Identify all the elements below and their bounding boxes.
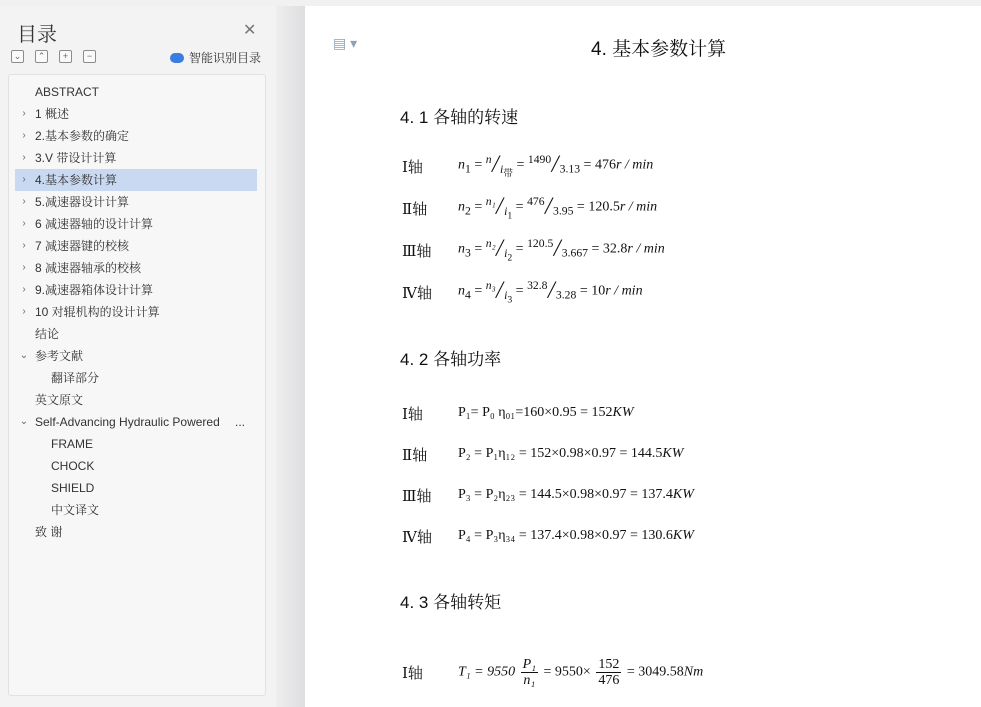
chevron-right-icon[interactable]: › [22, 196, 26, 207]
toc-item[interactable] [15, 345, 257, 367]
toc-item[interactable] [15, 279, 257, 301]
toc-item-label: 结论 [35, 327, 60, 341]
chevron-right-icon[interactable]: › [22, 218, 26, 229]
toc-item-label: Self-Advancing Hydraulic Powered [35, 415, 220, 429]
toc-item[interactable] [15, 213, 257, 235]
chevron-right-icon[interactable]: › [22, 108, 26, 119]
toc-item[interactable] [15, 191, 257, 213]
toc-item-ellipsis: ... [235, 415, 246, 429]
formula-row-power [402, 439, 683, 469]
toc-item[interactable] [15, 235, 257, 257]
chevron-right-icon[interactable]: › [22, 284, 26, 295]
cloud-ai-icon [170, 53, 184, 63]
formula: P₂ = P₁η₁₂ = 152×0.98×0.97 = 144.5KW [458, 446, 684, 461]
toc-sidebar [0, 6, 276, 707]
toc-item-label: 中文译文 [51, 503, 100, 517]
formula: P₁= P₀ η₀₁=160×0.95 = 152KW [458, 405, 634, 420]
smart-recognize-button[interactable] [170, 49, 261, 66]
formula-row-speed [402, 235, 665, 265]
toc-item-label: 英文原文 [35, 393, 84, 407]
chevron-down-icon[interactable]: ⌄ [19, 350, 29, 361]
axis-label: Ⅳ轴 [402, 285, 432, 302]
toc-item[interactable] [15, 103, 257, 125]
axis-label: Ⅲ轴 [402, 243, 432, 260]
axis-label: Ⅰ轴 [402, 159, 423, 176]
toc-item[interactable] [15, 411, 257, 433]
toc-item-label: SHIELD [51, 481, 95, 495]
toc-item[interactable] [15, 433, 257, 455]
formula-row-power [402, 480, 694, 510]
chevron-right-icon[interactable]: › [22, 152, 26, 163]
toc-item[interactable] [15, 125, 257, 147]
toc-item-label: 4.基本参数计算 [35, 173, 118, 187]
toc-item-label: 7 减速器键的校核 [35, 239, 130, 253]
toc-item[interactable] [15, 323, 257, 345]
section-heading: 4. 1 各轴的转速 [400, 108, 519, 127]
close-icon[interactable]: ✕ [243, 22, 257, 39]
axis-label: Ⅳ轴 [402, 529, 432, 546]
chevron-down-icon[interactable]: ⌄ [19, 416, 29, 427]
formula-row-power [402, 521, 694, 551]
axis-label: Ⅰ轴 [402, 406, 423, 423]
toc-item-label: 3.V 带设计计算 [35, 151, 117, 165]
toc-item-label: 5.减速器设计计算 [35, 195, 130, 209]
chevron-right-icon[interactable]: › [22, 174, 26, 185]
toc-item-label: 致 谢 [35, 525, 63, 539]
collapse-all-icon[interactable]: ⌄ [11, 50, 24, 63]
toc-item[interactable] [15, 521, 257, 543]
toc-item[interactable] [15, 169, 257, 191]
page-title: 4. 基本参数计算 [591, 39, 727, 60]
section-heading: 4. 2 各轴功率 [400, 350, 502, 369]
formula: T₁ = 9550 $\frac{\text{P₁}}{\text{n₁}}$ = 9550× $\frac{152}{476}$ = 3049.58Nm [458, 656, 704, 688]
formula-row-speed [402, 151, 653, 181]
toc-item-label: 1 概述 [35, 107, 70, 121]
toc-item-label: FRAME [51, 437, 93, 451]
axis-label: Ⅰ轴 [402, 665, 423, 682]
toc-item-label: 8 减速器轴承的校核 [35, 261, 142, 275]
toc-item-label: 参考文献 [35, 349, 84, 363]
remove-heading-icon[interactable]: − [83, 50, 96, 63]
toc-list [8, 74, 266, 696]
toc-item[interactable] [15, 499, 257, 521]
toc-item-label: ABSTRACT [35, 85, 100, 99]
toc-item[interactable] [15, 147, 257, 169]
section-heading: 4. 3 各轴转矩 [400, 593, 502, 612]
axis-label: Ⅱ轴 [402, 201, 428, 218]
toc-item[interactable] [15, 301, 257, 323]
toc-item-label: 2.基本参数的确定 [35, 129, 130, 143]
panel-splitter[interactable] [276, 6, 305, 707]
formula-row-speed [402, 277, 643, 307]
toc-item-label: CHOCK [51, 459, 95, 473]
formula: P₃ = P₂η₂₃ = 144.5×0.98×0.97 = 137.4KW [458, 487, 694, 502]
toc-item[interactable] [15, 455, 257, 477]
toc-item-label: 10 对辊机构的设计计算 [35, 305, 160, 319]
document-page [305, 6, 981, 707]
formula: P₄ = P₃η₃₄ = 137.4×0.98×0.97 = 130.6KW [458, 528, 694, 543]
formula-row-speed [402, 193, 657, 223]
chevron-right-icon[interactable]: › [22, 262, 26, 273]
document-view-icon[interactable]: ▤ ▾ [333, 35, 358, 51]
toc-item-label: 翻译部分 [51, 371, 100, 385]
formula: $n_3$ = $^{n_2}╱_{i_2}$ = $^{120.5}╱_{3.667} = 32.8r / \min$ [458, 237, 665, 263]
axis-label: Ⅲ轴 [402, 488, 432, 505]
chevron-right-icon[interactable]: › [22, 130, 26, 141]
chevron-right-icon[interactable]: › [22, 306, 26, 317]
toc-item-label: 9.减速器箱体设计计算 [35, 283, 154, 297]
add-heading-icon[interactable]: + [59, 50, 72, 63]
toc-item[interactable] [15, 367, 257, 389]
formula: $n_4$ = $^{n_3}╱_{i_3}$ = $^{32.8}╱_{3.28} = 10r / \min$ [458, 279, 643, 305]
formula: $n_1$ = $^n╱_{i_带}$ = $^{1490}╱_{3.13} = 476r / \min$ [458, 153, 654, 179]
toc-item-label: 6 减速器轴的设计计算 [35, 217, 154, 231]
formula-row-power [402, 398, 634, 428]
formula-row-torque [402, 650, 703, 694]
toc-item[interactable] [15, 81, 257, 103]
sidebar-title: 目录 [17, 24, 57, 46]
toc-item[interactable] [15, 257, 257, 279]
formula: $n_2$ = $^{n_1}╱_{i_1}$ = $^{476}╱_{3.95} = 120.5r / \min$ [458, 195, 658, 221]
expand-up-icon[interactable]: ⌃ [35, 50, 48, 63]
smart-recognize-label: 智能识别目录 [189, 51, 262, 65]
chevron-right-icon[interactable]: › [22, 240, 26, 251]
toc-item[interactable] [15, 389, 257, 411]
toc-item[interactable] [15, 477, 257, 499]
axis-label: Ⅱ轴 [402, 447, 428, 464]
